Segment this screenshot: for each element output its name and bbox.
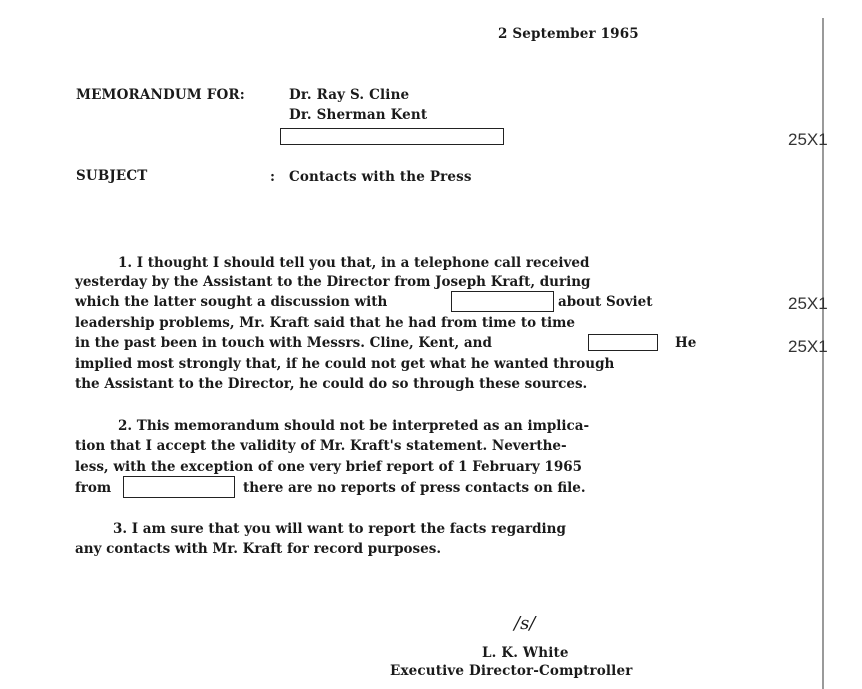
p2-line-3: less, with the exception of one very brief report of 1 February 1965 <box>75 459 582 475</box>
p1-line-2: yesterday by the Assistant to the Director from Joseph Kraft, during <box>75 274 591 290</box>
margin-marker-3: 25X1 <box>788 337 828 356</box>
p1-line-4: leadership problems, Mr. Kraft said that he had from time to time <box>75 315 576 331</box>
recipient-cline: Dr. Ray S. Cline <box>289 87 410 103</box>
margin-marker-2: 25X1 <box>788 294 828 313</box>
subject-label: SUBJECT <box>76 168 148 184</box>
p1-line-5a: in the past been in touch with Messrs. Cline, Kent, and <box>75 335 492 351</box>
p2-line-1: 2. This memorandum should not be interpreted as an implica- <box>118 418 590 434</box>
redaction-box-p1-a <box>451 291 554 312</box>
signer-title: Executive Director-Comptroller <box>390 663 633 679</box>
p1-line-7: the Assistant to the Director, he could do so through these sources. <box>75 376 588 392</box>
redaction-box-recipient <box>280 128 504 145</box>
margin-marker-1: 25X1 <box>788 130 828 149</box>
redaction-box-p2 <box>123 476 235 498</box>
redaction-box-p1-b <box>588 334 658 351</box>
p2-line-4b: there are no reports of press contacts on file. <box>243 480 586 496</box>
p1-line-3a: which the latter sought a discussion with <box>75 294 388 310</box>
p1-line-5b: He <box>675 335 697 351</box>
signature-mark: /s/ <box>514 613 536 634</box>
p3-line-1: 3. I am sure that you will want to report the facts regarding <box>113 521 566 537</box>
signer-name: L. K. White <box>482 645 569 661</box>
subject-value: Contacts with the Press <box>289 169 472 185</box>
recipient-kent: Dr. Sherman Kent <box>289 107 428 123</box>
p1-line-6: implied most strongly that, if he could not get what he wanted through <box>75 356 615 372</box>
p3-line-2: any contacts with Mr. Kraft for record purposes. <box>75 541 442 557</box>
subject-separator: : <box>270 169 276 185</box>
p2-line-4a: from <box>75 480 112 496</box>
p1-line-1: 1. I thought I should tell you that, in a telephone call received <box>118 255 590 271</box>
memo-date: 2 September 1965 <box>498 26 639 42</box>
memo-for-label: MEMORANDUM FOR: <box>76 87 245 103</box>
p2-line-2: tion that I accept the validity of Mr. Kraft's statement. Neverthe- <box>75 438 567 454</box>
p1-line-3b: about Soviet <box>558 294 653 310</box>
